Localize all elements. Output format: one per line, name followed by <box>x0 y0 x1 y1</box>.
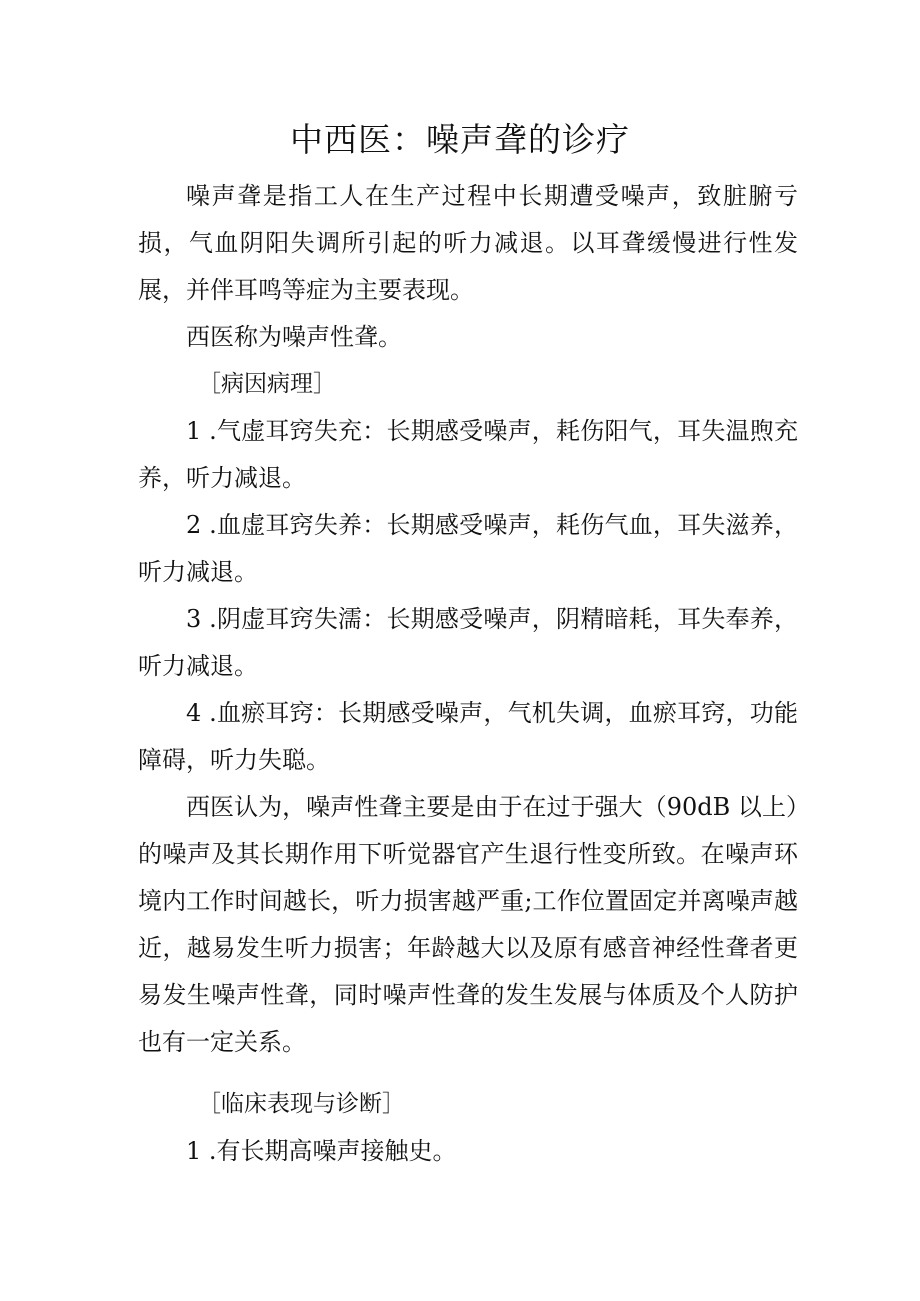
western-view-paragraph: 西医认为，噪声性聋主要是由于在过于强大（90dB 以上）的噪声及其长期作用下听觉器官产生退行性变所致。在噪声环境内工作时间越长，听力损害越严重;工作位置固定并离噪声越近，越易发生听力损害；年龄越大以及原有感音神经性聋者更易发生噪声性聋，同时噪声性聋的发生发展与体质及个人防护也有一定关系。 <box>138 793 798 1056</box>
etiology-item: 2 .血虚耳窍失养：长期感受噪声，耗伤气血，耳失滋养，听力减退。 <box>138 511 798 586</box>
western-name-paragraph: 西医称为噪声性聋。 <box>186 323 402 351</box>
section-heading-etiology: ［病因病理］ <box>198 371 336 397</box>
page-title: 中西医：噪声聋的诊疗 <box>290 120 630 159</box>
clinical-item: 1 .有长期高噪声接触史。 <box>186 1137 457 1165</box>
etiology-item: 3 .阴虚耳窍失濡：长期感受噪声，阴精暗耗，耳失奉养，听力减退。 <box>138 605 798 680</box>
etiology-item: 1 .气虚耳窍失充：长期感受噪声，耗伤阳气，耳失温煦充养，听力减退。 <box>138 417 798 492</box>
intro-paragraph: 噪声聋是指工人在生产过程中长期遭受噪声，致脏腑亏损，气血阴阳失调所引起的听力减退。以耳聋缓慢进行性发展，并伴耳鸣等症为主要表现。 <box>138 182 798 304</box>
etiology-item: 4 .血瘀耳窍：长期感受噪声，气机失调，血瘀耳窍，功能障碍，听力失聪。 <box>138 699 798 774</box>
section-heading-clinical: ［临床表现与诊断］ <box>198 1091 405 1117</box>
document-body <box>138 173 798 1175</box>
